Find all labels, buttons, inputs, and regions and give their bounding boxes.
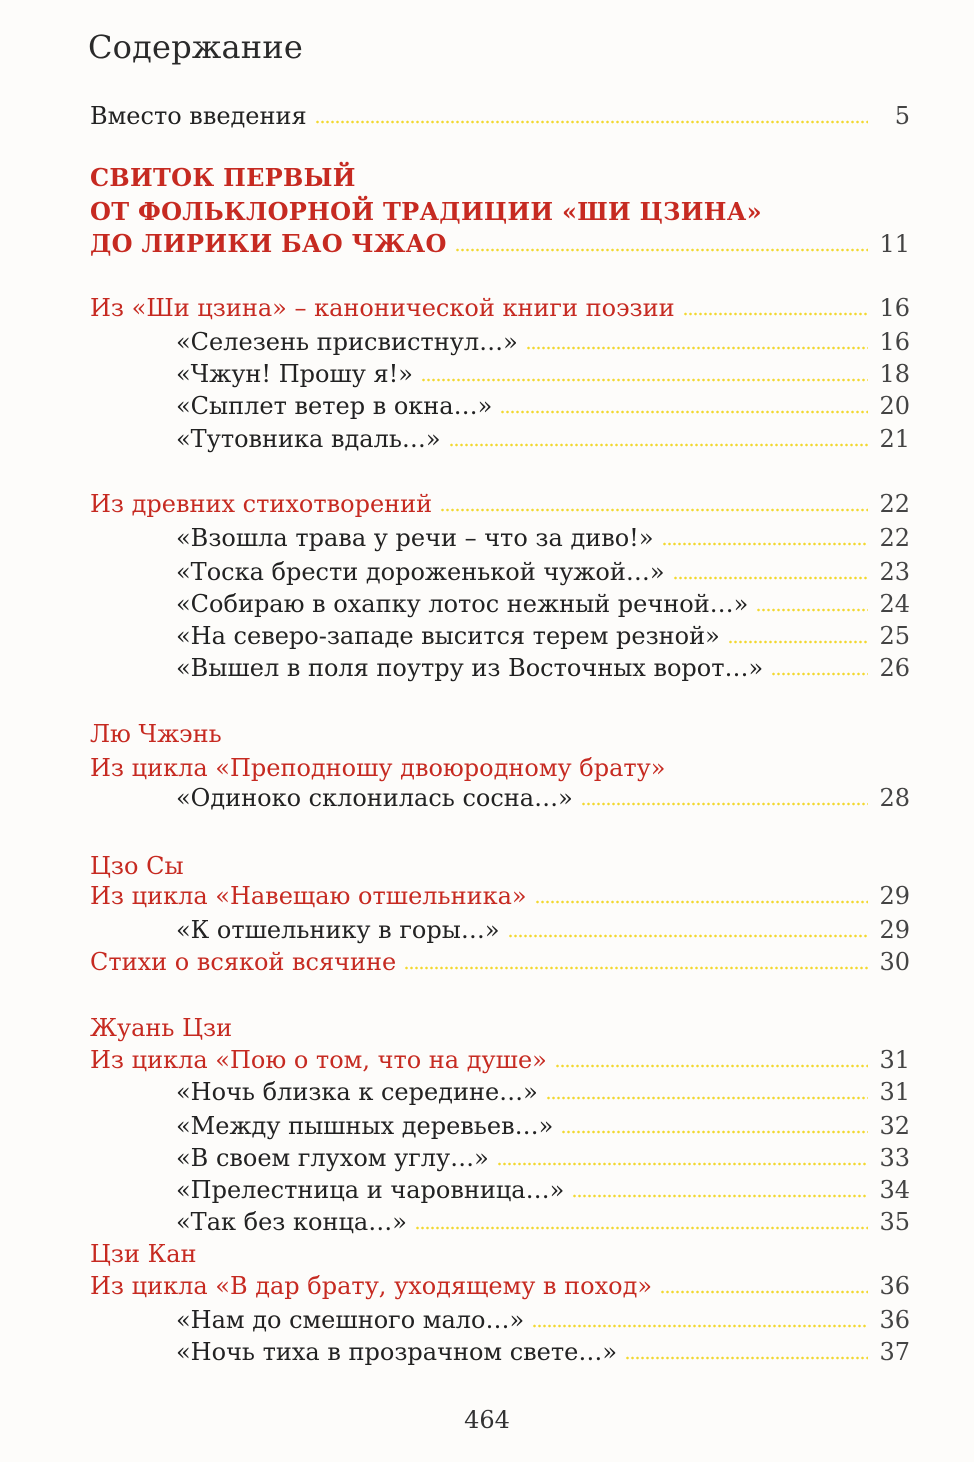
toc-section-title: Из цикла «Навещаю отшельника» bbox=[90, 882, 527, 910]
toc-entry[interactable] bbox=[0, 914, 974, 946]
dot-leader bbox=[581, 802, 868, 806]
toc-entry[interactable] bbox=[0, 488, 974, 520]
dot-leader bbox=[683, 312, 868, 316]
toc-page-number: 25 bbox=[879, 622, 910, 650]
toc-page-number: 29 bbox=[879, 916, 910, 944]
toc-entry[interactable] bbox=[0, 162, 974, 194]
toc-entry-title: «Одиноко склонилась сосна…» bbox=[176, 784, 573, 812]
toc-page-number: 37 bbox=[879, 1338, 910, 1366]
toc-entry[interactable] bbox=[0, 1270, 974, 1302]
dot-leader bbox=[662, 542, 868, 546]
dot-leader bbox=[508, 934, 869, 938]
toc-entry[interactable] bbox=[0, 326, 974, 358]
toc-page-number: 20 bbox=[879, 392, 910, 420]
toc-page-number: 18 bbox=[879, 360, 910, 388]
toc-section-title: Из цикла «В дар брату, уходящему в поход» bbox=[90, 1272, 653, 1300]
toc-entry[interactable] bbox=[0, 1238, 974, 1270]
dot-leader bbox=[535, 900, 868, 904]
dot-leader bbox=[561, 1130, 868, 1134]
toc-section-title: Жуань Цзи bbox=[90, 1014, 233, 1042]
toc-entry-title: «Взошла трава у речи – что за диво!» bbox=[176, 524, 654, 552]
toc-section-title: Из древних стихотворений bbox=[90, 490, 433, 518]
toc-entry[interactable] bbox=[0, 100, 974, 132]
toc-page-number: 29 bbox=[879, 882, 910, 910]
toc-section-title: Из цикла «Преподношу двоюродному брату» bbox=[90, 754, 666, 782]
toc-entry-title: «Тутовника вдаль…» bbox=[176, 425, 441, 453]
dot-leader bbox=[673, 576, 868, 580]
dot-leader bbox=[449, 443, 868, 447]
toc-entry[interactable] bbox=[0, 1206, 974, 1238]
toc-entry-title: «Чжун! Прошу я!» bbox=[176, 360, 413, 388]
dot-leader bbox=[497, 1162, 868, 1166]
toc-entry[interactable] bbox=[0, 1076, 974, 1108]
toc-entry-title: «Тоска брести дороженькой чужой…» bbox=[176, 558, 665, 586]
toc-entry-title: «К отшельнику в горы…» bbox=[176, 916, 500, 944]
toc-entry[interactable] bbox=[0, 850, 974, 882]
toc-entry[interactable] bbox=[0, 1142, 974, 1174]
toc-section-title: Цзо Сы bbox=[90, 852, 184, 880]
toc-page-number: 36 bbox=[879, 1272, 910, 1300]
toc-page-number: 36 bbox=[879, 1306, 910, 1334]
toc-entry[interactable] bbox=[0, 620, 974, 652]
toc-entry[interactable] bbox=[0, 782, 974, 814]
toc-entry[interactable] bbox=[0, 1044, 974, 1076]
dot-leader bbox=[532, 1324, 868, 1328]
dot-leader bbox=[756, 608, 868, 612]
toc-page-number: 28 bbox=[879, 784, 910, 812]
toc-section-title: СВИТОК ПЕРВЫЙ bbox=[90, 163, 356, 192]
toc-page-number: 31 bbox=[879, 1046, 910, 1074]
dot-leader bbox=[555, 1064, 868, 1068]
toc-section-title: Цзи Кан bbox=[90, 1240, 197, 1268]
toc-page-number: 31 bbox=[879, 1078, 910, 1106]
toc-page-number: 16 bbox=[879, 328, 910, 356]
page-title: Содержание bbox=[88, 28, 303, 66]
toc-page-number: 22 bbox=[879, 490, 910, 518]
toc-entry-title: «Сыплет ветер в окна…» bbox=[176, 392, 493, 420]
dot-leader bbox=[546, 1096, 868, 1100]
toc-page-number: 34 bbox=[879, 1176, 910, 1204]
toc-entry[interactable] bbox=[0, 358, 974, 390]
toc-entry[interactable] bbox=[0, 292, 974, 324]
toc-page-number: 16 bbox=[879, 294, 910, 322]
toc-section-title: Стихи о всякой всячине bbox=[90, 948, 397, 976]
toc-section-title: ОТ ФОЛЬКЛОРНОЙ ТРАДИЦИИ «ШИ ЦЗИНА» bbox=[90, 197, 762, 226]
dot-leader bbox=[440, 508, 868, 512]
toc-entry[interactable] bbox=[0, 880, 974, 912]
toc-entry-title: «Собираю в охапку лотос нежный речной…» bbox=[176, 590, 749, 618]
toc-entry[interactable] bbox=[0, 522, 974, 554]
toc-entry[interactable] bbox=[0, 718, 974, 750]
toc-entry[interactable] bbox=[0, 423, 974, 455]
toc-entry[interactable] bbox=[0, 652, 974, 684]
toc-entry[interactable] bbox=[0, 228, 974, 260]
toc-entry[interactable] bbox=[0, 556, 974, 588]
toc-page-number: 5 bbox=[894, 102, 910, 130]
dot-leader bbox=[421, 378, 868, 382]
toc-section-title: ДО ЛИРИКИ БАО ЧЖАО bbox=[90, 229, 447, 258]
toc-entry-title: «Ночь близка к середине…» bbox=[176, 1078, 538, 1106]
dot-leader bbox=[500, 410, 868, 414]
toc-entry[interactable] bbox=[0, 946, 974, 978]
toc-page-number: 35 bbox=[879, 1208, 910, 1236]
toc-page-number: 22 bbox=[879, 524, 910, 552]
toc-page-number: 30 bbox=[879, 948, 910, 976]
dot-leader bbox=[771, 672, 868, 676]
toc-page-number: 21 bbox=[879, 425, 910, 453]
toc-section-title: Лю Чжэнь bbox=[90, 720, 222, 748]
toc-entry-title: «Ночь тиха в прозрачном свете…» bbox=[176, 1338, 618, 1366]
dot-leader bbox=[526, 346, 868, 350]
dot-leader bbox=[315, 120, 868, 124]
dot-leader bbox=[404, 966, 868, 970]
toc-entry[interactable] bbox=[0, 1336, 974, 1368]
toc-page-number: 33 bbox=[879, 1144, 910, 1172]
toc-page-number: 26 bbox=[879, 654, 910, 682]
toc-entry-title: «Селезень присвистнул…» bbox=[176, 328, 518, 356]
toc-page-number: 24 bbox=[879, 590, 910, 618]
toc-entry-title: «Вышел в поля поутру из Восточных ворот…» bbox=[176, 654, 764, 682]
dot-leader bbox=[415, 1226, 868, 1230]
toc-entry[interactable] bbox=[0, 1174, 974, 1206]
toc-entry[interactable] bbox=[0, 196, 974, 228]
dot-leader bbox=[455, 248, 868, 252]
dot-leader bbox=[572, 1194, 868, 1198]
toc-section-title: Из цикла «Пою о том, что на душе» bbox=[90, 1046, 547, 1074]
toc-entry-title: «Между пышных деревьев…» bbox=[176, 1112, 554, 1140]
toc-page-number: 23 bbox=[879, 558, 910, 586]
dot-leader bbox=[660, 1290, 868, 1294]
toc-entry[interactable] bbox=[0, 390, 974, 422]
dot-leader bbox=[728, 640, 868, 644]
page-number: 464 bbox=[464, 1406, 510, 1434]
toc-entry[interactable] bbox=[0, 752, 974, 784]
toc-page-number: 32 bbox=[879, 1112, 910, 1140]
toc-section-title: Вместо введения bbox=[90, 102, 307, 130]
toc-entry-title: «В своем глухом углу…» bbox=[176, 1144, 489, 1172]
toc-section-title: Из «Ши цзина» – канонической книги поэзии bbox=[90, 294, 675, 322]
toc-entry[interactable] bbox=[0, 1110, 974, 1142]
toc-entry-title: «Прелестница и чаровница…» bbox=[176, 1176, 565, 1204]
toc-entry-title: «Нам до смешного мало…» bbox=[176, 1306, 525, 1334]
toc-entry[interactable] bbox=[0, 1012, 974, 1044]
toc-entry[interactable] bbox=[0, 1304, 974, 1336]
toc-page-number: 11 bbox=[879, 230, 910, 258]
toc-entry[interactable] bbox=[0, 588, 974, 620]
dot-leader bbox=[625, 1356, 868, 1360]
toc-entry-title: «На северо-западе высится терем резной» bbox=[176, 622, 720, 650]
toc-entry-title: «Так без конца…» bbox=[176, 1208, 407, 1236]
